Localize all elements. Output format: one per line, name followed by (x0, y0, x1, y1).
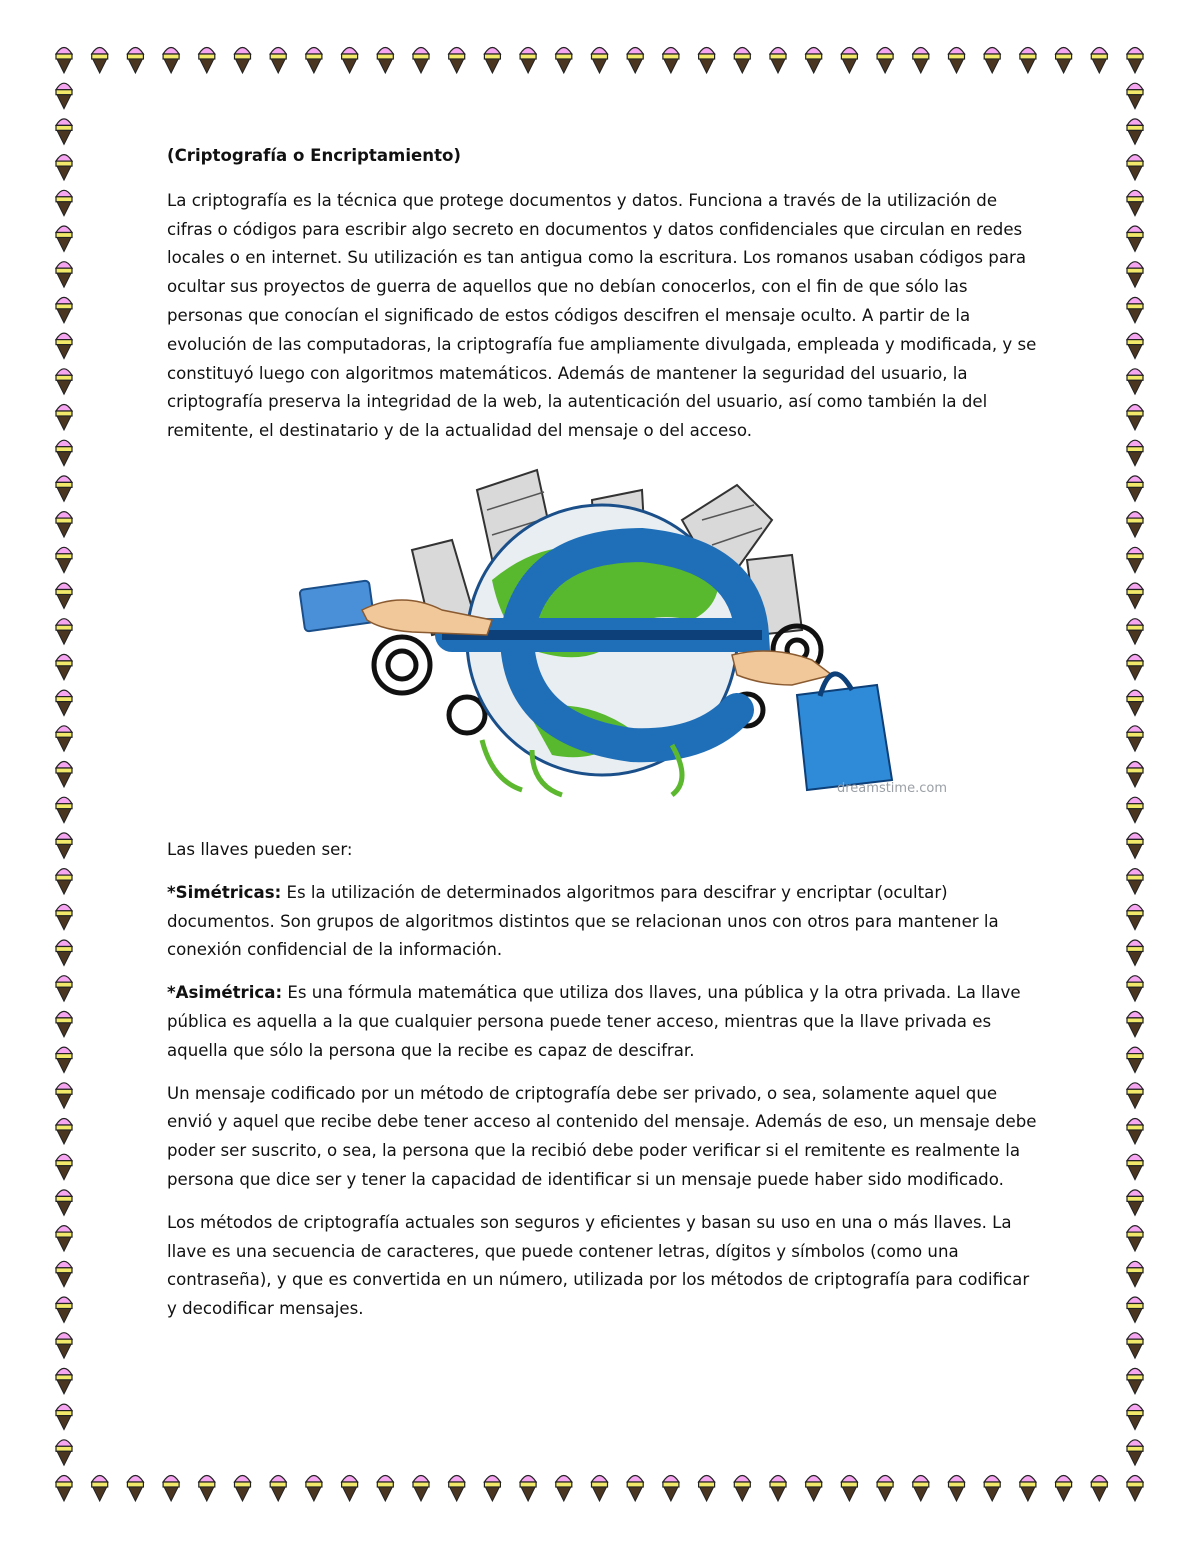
ice-cream-cone-icon (56, 190, 72, 216)
ice-cream-cone-icon (127, 1476, 143, 1502)
ice-cream-cone-icon (1127, 333, 1143, 359)
ice-cream-cone-icon (1127, 976, 1143, 1002)
ice-cream-cone-icon (449, 1476, 465, 1502)
ice-cream-cone-icon (56, 405, 72, 431)
ice-cream-cone-icon (627, 1476, 643, 1502)
ice-cream-cone-icon (877, 48, 893, 74)
ice-cream-cone-icon (1127, 512, 1143, 538)
ice-cream-cone-icon (56, 119, 72, 144)
right-hand (732, 651, 832, 685)
ice-cream-cone-icon (1127, 262, 1143, 288)
globe-illustration (292, 460, 947, 800)
ice-cream-cone-icon (663, 48, 679, 74)
ice-cream-cone-icon (949, 1476, 965, 1502)
ice-cream-cone-icon (56, 547, 72, 573)
keys-heading: Las llaves pueden ser: (167, 839, 353, 859)
ice-cream-cone-icon (92, 1476, 108, 1502)
ice-cream-cone-icon (1127, 1154, 1143, 1180)
ice-cream-cone-icon (1127, 226, 1143, 252)
ice-cream-cone-icon (734, 1476, 750, 1502)
ice-cream-cone-icon (1127, 583, 1143, 609)
ice-cream-cone-icon (1127, 1047, 1143, 1073)
ice-cream-cone-icon (1127, 405, 1143, 431)
ice-cream-cone-icon (56, 1190, 72, 1216)
ice-cream-cone-icon (984, 1476, 1000, 1502)
ice-cream-cone-icon (1127, 1368, 1143, 1394)
ice-cream-cone-icon (56, 726, 72, 752)
ice-cream-cone-icon (56, 1440, 72, 1466)
ice-cream-cone-icon (1020, 48, 1036, 74)
ice-cream-cone-icon (592, 48, 608, 74)
ice-cream-cone-icon (627, 48, 643, 74)
ice-cream-cone-icon (556, 48, 572, 74)
ice-cream-cone-icon (56, 1261, 72, 1287)
ice-cream-cone-icon (342, 48, 358, 74)
ice-cream-cone-icon (1091, 48, 1107, 74)
ice-cream-cone-icon (306, 48, 322, 74)
ice-cream-cone-icon (56, 262, 72, 288)
intro-paragraph: La criptografía es la técnica que protege documentos y datos. Funciona a través de la utilización de cifras o códigos para escribir algo secreto en documentos y datos confidenciales que circulan en redes locales o en internet. Su utilización es tan antigua como la escritura. Los romanos usaban códigos para ocultar sus proyectos de guerra de aquellos que no debían conocerlos, con el fin de que sólo las personas que conocían el significado de estos códigos descifren el mensaje oculto. A partir de la evolución de las computadoras, la criptografía fue ampliamente divulgada, empleada y modificada, y se constituyó luego con algoritmos matemáticos. Además de mantener la seguridad del usuario, la criptografía preserva la integridad de la web, la autenticación del usuario, así como también la del remitente, el destinatario y de la actualidad del mensaje o del acceso. (167, 190, 1037, 441)
ice-cream-cone-icon (56, 297, 72, 323)
symmetric-paragraph (167, 879, 1037, 965)
ice-cream-cone-icon (770, 1476, 786, 1502)
ice-cream-cone-icon (1127, 297, 1143, 323)
ice-cream-cone-icon (806, 1476, 822, 1502)
ice-cream-cone-icon (56, 83, 72, 109)
ice-cream-cone-icon (56, 1476, 72, 1502)
ice-cream-cone-icon (235, 48, 251, 74)
ice-cream-cone-icon (56, 226, 72, 252)
ice-cream-cone-icon (56, 1154, 72, 1180)
ice-cream-cone-icon (1127, 1190, 1143, 1216)
ice-cream-cone-icon (56, 440, 72, 466)
ice-cream-cone-icon (984, 48, 1000, 74)
ice-cream-cone-icon (913, 1476, 929, 1502)
ice-cream-cone-icon (413, 1476, 429, 1502)
ice-cream-cone-icon (56, 690, 72, 716)
ice-cream-cone-icon (1127, 1297, 1143, 1323)
ice-cream-cone-icon (56, 976, 72, 1002)
ice-cream-cone-icon (56, 1333, 72, 1359)
ice-cream-cone-icon (1127, 654, 1143, 680)
ice-cream-cone-icon (199, 1476, 215, 1502)
ice-cream-cone-icon (56, 476, 72, 502)
ice-cream-cone-icon (841, 1476, 857, 1502)
ice-cream-cone-icon (92, 48, 108, 74)
ice-cream-cone-icon (1127, 904, 1143, 930)
ice-cream-cone-icon (56, 48, 72, 74)
ice-cream-cone-icon (1127, 726, 1143, 752)
ice-cream-cone-icon (199, 48, 215, 74)
ice-cream-cone-icon (592, 1476, 608, 1502)
ice-cream-cone-icon (56, 369, 72, 395)
document-body (167, 142, 1037, 1338)
ice-cream-cone-icon (56, 155, 72, 181)
ice-cream-cone-icon (770, 48, 786, 74)
ice-cream-cone-icon (56, 1083, 72, 1109)
ice-cream-cone-icon (56, 762, 72, 788)
asymmetric-label: *Asimétrica: (167, 983, 283, 1003)
ice-cream-cone-icon (1127, 797, 1143, 823)
ice-cream-cone-icon (1127, 1333, 1143, 1359)
ice-cream-cone-icon (1127, 869, 1143, 895)
ice-cream-cone-icon (949, 48, 965, 74)
ice-cream-cone-icon (520, 1476, 536, 1502)
ice-cream-cone-icon (877, 1476, 893, 1502)
ice-cream-cone-icon (56, 940, 72, 966)
credit-card (299, 580, 374, 631)
ice-cream-cone-icon (556, 1476, 572, 1502)
ice-cream-cone-icon (1127, 1226, 1143, 1252)
ice-cream-cone-icon (163, 1476, 179, 1502)
ice-cream-cone-icon (56, 797, 72, 823)
ice-cream-cone-icon (699, 48, 715, 74)
ice-cream-cone-icon (413, 48, 429, 74)
ice-cream-cone-icon (1127, 940, 1143, 966)
ice-cream-cone-icon (1127, 440, 1143, 466)
ice-cream-cone-icon (1127, 547, 1143, 573)
ice-cream-cone-icon (1127, 83, 1143, 109)
ice-cream-cone-icon (56, 333, 72, 359)
ice-cream-cone-icon (1127, 1119, 1143, 1145)
ice-cream-cone-icon (56, 869, 72, 895)
ice-cream-cone-icon (1127, 1083, 1143, 1109)
ice-cream-cone-icon (56, 1119, 72, 1145)
ice-cream-cone-icon (56, 1047, 72, 1073)
asymmetric-paragraph (167, 979, 1037, 1065)
ice-cream-cone-icon (377, 1476, 393, 1502)
ice-cream-cone-icon (1127, 690, 1143, 716)
symmetric-text: Es la utilización de determinados algoritmos para descifrar y encriptar (ocultar) documentos. Son grupos de algoritmos distintos que se relacionan unos con otros para mantener la conexión confidencial de la información. (167, 882, 999, 960)
ice-cream-cone-icon (1127, 1476, 1143, 1502)
message-paragraph: Un mensaje codificado por un método de criptografía debe ser privado, o sea, solamente aquel que envió y aquel que recibe debe tener acceso al contenido del mensaje. Además de eso, un mensaje debe poder ser suscrito, o sea, la persona que la recibió debe poder verificar si el remitente es realmente la persona que dice ser y tener la capacidad de identificar si un mensaje puede haber sido modificado. (167, 1083, 1037, 1189)
ice-cream-cone-icon (1127, 762, 1143, 788)
illustration (167, 460, 1037, 800)
ice-cream-cone-icon (306, 1476, 322, 1502)
ice-cream-cone-icon (56, 1226, 72, 1252)
ice-cream-cone-icon (1127, 48, 1143, 74)
ice-cream-cone-icon (841, 48, 857, 74)
ice-cream-cone-icon (913, 48, 929, 74)
ice-cream-cone-icon (1127, 119, 1143, 144)
ice-cream-cone-icon (1056, 48, 1072, 74)
ice-cream-cone-icon (1127, 1261, 1143, 1287)
ice-cream-cone-icon (663, 1476, 679, 1502)
ice-cream-cone-icon (56, 1297, 72, 1323)
ice-cream-cone-icon (235, 1476, 251, 1502)
ice-cream-cone-icon (1127, 1404, 1143, 1430)
ice-cream-cone-icon (56, 1011, 72, 1037)
ice-cream-cone-icon (270, 1476, 286, 1502)
ice-cream-cone-icon (56, 1404, 72, 1430)
ice-cream-cone-icon (1127, 155, 1143, 181)
ice-cream-cone-icon (127, 48, 143, 74)
ice-cream-cone-icon (270, 48, 286, 74)
ice-cream-cone-icon (1127, 369, 1143, 395)
ice-cream-cone-icon (484, 48, 500, 74)
symmetric-label: *Simétricas: (167, 882, 282, 902)
asymmetric-text: Es una fórmula matemática que utiliza dos llaves, una pública y la otra privada. La llave pública es aquella a la que cualquier persona puede tener acceso, mientras que la llave privada es aquella que sólo la persona que la recibe es capaz de descifrar. (167, 983, 1021, 1060)
ice-cream-cone-icon (734, 48, 750, 74)
ice-cream-cone-icon (806, 48, 822, 74)
ice-cream-cone-icon (56, 619, 72, 645)
document-title: (Criptografía o Encriptamiento) (167, 146, 461, 165)
ice-cream-cone-icon (56, 512, 72, 538)
ice-cream-cone-icon (1127, 1440, 1143, 1466)
ice-cream-cone-icon (56, 904, 72, 930)
ice-cream-cone-icon (484, 1476, 500, 1502)
ice-cream-cone-icon (449, 48, 465, 74)
ice-cream-cone-icon (56, 654, 72, 680)
ice-cream-cone-icon (520, 48, 536, 74)
ice-cream-cone-icon (1127, 1011, 1143, 1037)
ice-cream-cone-icon (56, 833, 72, 859)
ice-cream-cone-icon (377, 48, 393, 74)
shopping-bag (797, 685, 892, 790)
watermark: dreamstime.com (837, 780, 947, 796)
methods-paragraph: Los métodos de criptografía actuales son seguros y eficientes y basan su uso en una o más llaves. La llave es una secuencia de caracteres, que puede contener letras, dígitos y símbolos (como una contraseña), y que es convertida en un número, utilizada por los métodos de criptografía para codificar y decodificar mensajes. (167, 1212, 1030, 1319)
ice-cream-cone-icon (1020, 1476, 1036, 1502)
ice-cream-cone-icon (163, 48, 179, 74)
ice-cream-cone-icon (699, 1476, 715, 1502)
ice-cream-cone-icon (56, 583, 72, 609)
ice-cream-cone-icon (1091, 1476, 1107, 1502)
ice-cream-cone-icon (1056, 1476, 1072, 1502)
ice-cream-cone-icon (1127, 190, 1143, 216)
ice-cream-cone-icon (56, 1368, 72, 1394)
ice-cream-cone-icon (1127, 619, 1143, 645)
ice-cream-cone-icon (342, 1476, 358, 1502)
ice-cream-cone-icon (1127, 476, 1143, 502)
ice-cream-cone-icon (1127, 833, 1143, 859)
